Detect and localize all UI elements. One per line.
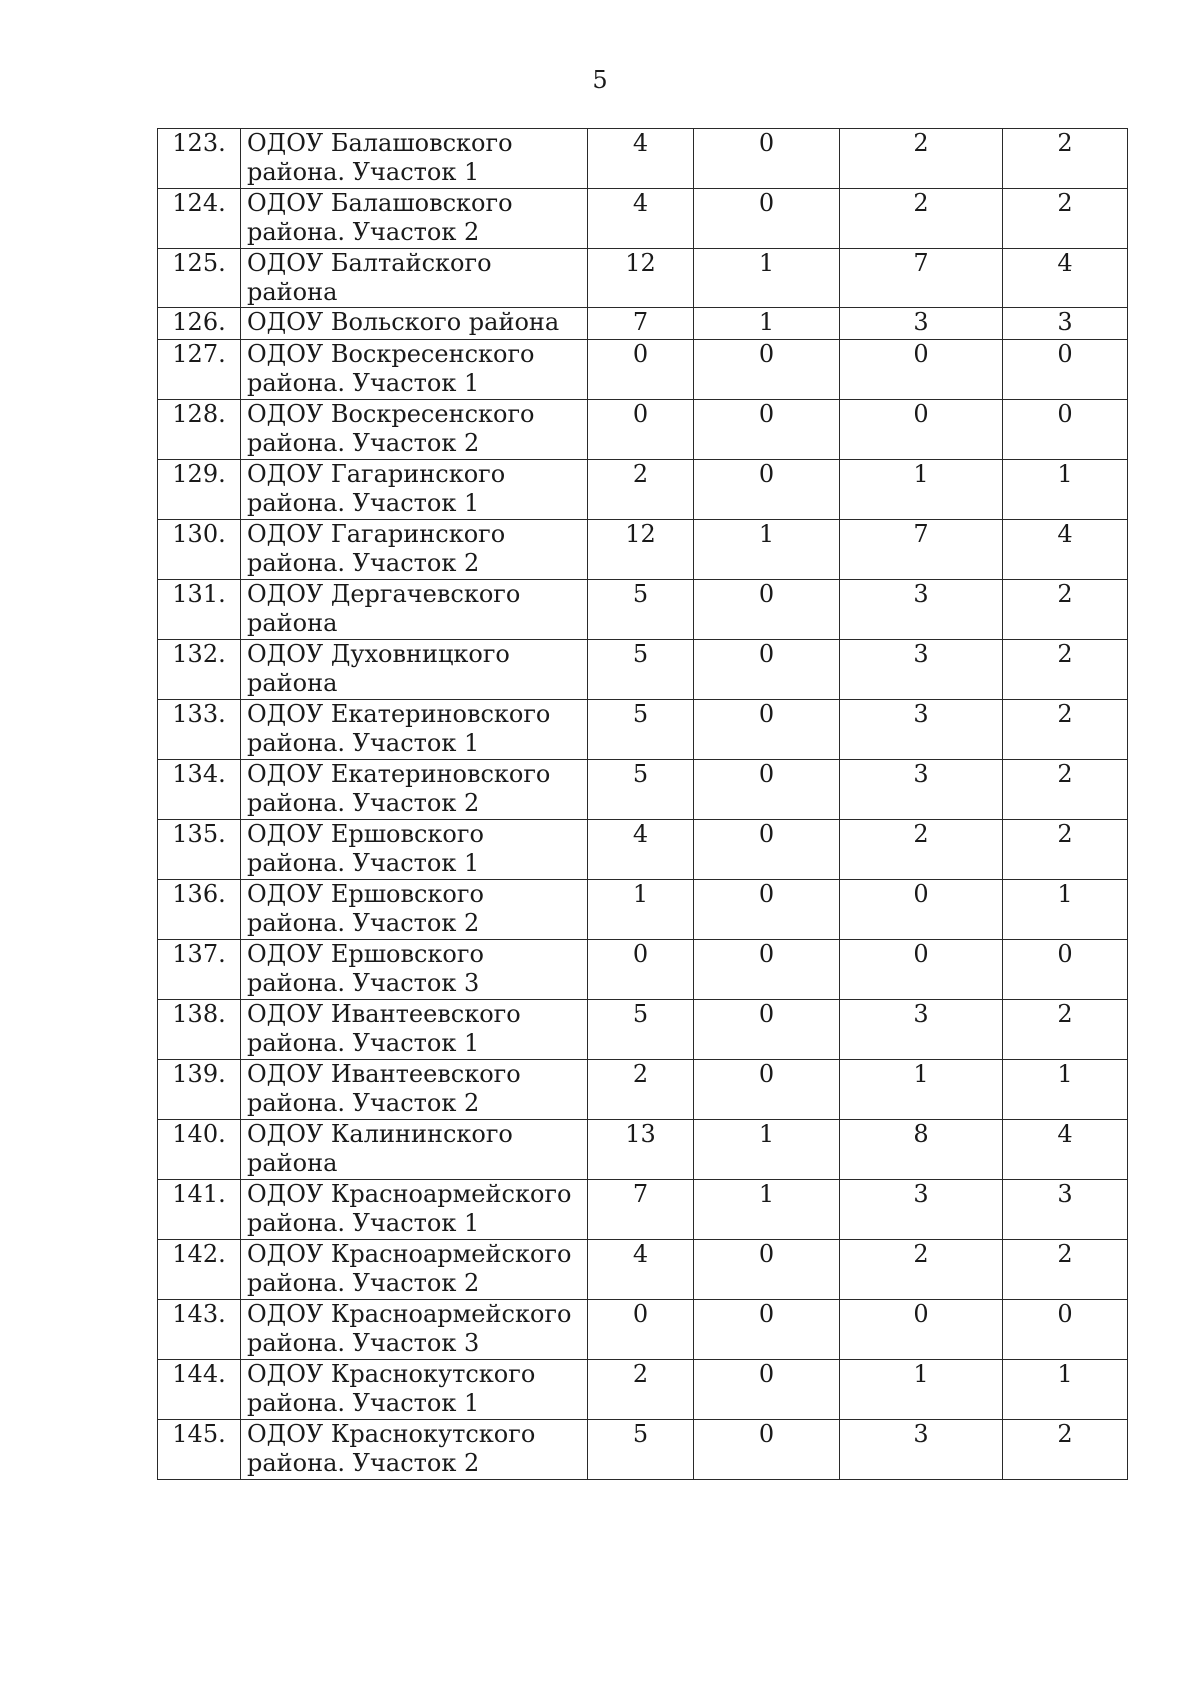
row-number: 136. (158, 880, 241, 940)
table-row (158, 1360, 1128, 1420)
row-name: ОДОУ Балашовского района. Участок 2 (241, 189, 588, 249)
row-name: ОДОУ Ивантеевского района. Участок 2 (241, 1060, 588, 1120)
row-value-3: 1 (840, 1060, 1003, 1120)
row-value-1: 0 (588, 1300, 694, 1360)
row-name: ОДОУ Ершовского района. Участок 3 (241, 940, 588, 1000)
table-row (158, 189, 1128, 249)
row-number: 126. (158, 308, 241, 340)
row-value-2: 0 (694, 1300, 840, 1360)
table-row (158, 1300, 1128, 1360)
row-name: ОДОУ Ивантеевского района. Участок 1 (241, 1000, 588, 1060)
row-value-1: 12 (588, 520, 694, 580)
row-value-3: 0 (840, 940, 1003, 1000)
table-row (158, 1060, 1128, 1120)
row-name: ОДОУ Краснокутского района. Участок 2 (241, 1420, 588, 1480)
row-value-4: 3 (1003, 1180, 1128, 1240)
row-value-3: 3 (840, 580, 1003, 640)
row-value-4: 0 (1003, 400, 1128, 460)
row-value-1: 1 (588, 880, 694, 940)
table-row (158, 1120, 1128, 1180)
row-value-3: 3 (840, 1000, 1003, 1060)
row-value-1: 5 (588, 760, 694, 820)
row-value-2: 0 (694, 129, 840, 189)
table-row (158, 940, 1128, 1000)
row-value-4: 2 (1003, 700, 1128, 760)
row-number: 128. (158, 400, 241, 460)
row-value-1: 7 (588, 1180, 694, 1240)
row-name: ОДОУ Калининского района (241, 1120, 588, 1180)
row-value-3: 8 (840, 1120, 1003, 1180)
row-value-4: 4 (1003, 520, 1128, 580)
row-value-4: 1 (1003, 1360, 1128, 1420)
row-value-2: 1 (694, 308, 840, 340)
table-row (158, 460, 1128, 520)
row-value-4: 0 (1003, 340, 1128, 400)
row-value-4: 2 (1003, 820, 1128, 880)
row-number: 140. (158, 1120, 241, 1180)
districts-table (157, 128, 1128, 1480)
row-value-4: 2 (1003, 580, 1128, 640)
row-value-3: 7 (840, 249, 1003, 308)
row-name: ОДОУ Екатериновского района. Участок 2 (241, 760, 588, 820)
row-value-4: 1 (1003, 1060, 1128, 1120)
table-row (158, 880, 1128, 940)
row-value-1: 13 (588, 1120, 694, 1180)
table-row (158, 640, 1128, 700)
row-value-1: 7 (588, 308, 694, 340)
row-value-3: 3 (840, 1420, 1003, 1480)
table-row (158, 308, 1128, 340)
row-name: ОДОУ Краснокутского района. Участок 1 (241, 1360, 588, 1420)
row-value-4: 4 (1003, 1120, 1128, 1180)
row-value-3: 3 (840, 1180, 1003, 1240)
row-number: 145. (158, 1420, 241, 1480)
row-number: 134. (158, 760, 241, 820)
row-value-2: 0 (694, 760, 840, 820)
row-value-1: 4 (588, 820, 694, 880)
row-value-2: 0 (694, 189, 840, 249)
row-value-2: 1 (694, 1180, 840, 1240)
row-value-3: 3 (840, 308, 1003, 340)
row-number: 137. (158, 940, 241, 1000)
row-number: 130. (158, 520, 241, 580)
row-name: ОДОУ Воскресенского района. Участок 1 (241, 340, 588, 400)
row-value-3: 2 (840, 820, 1003, 880)
row-name: ОДОУ Гагаринского района. Участок 1 (241, 460, 588, 520)
row-number: 132. (158, 640, 241, 700)
row-number: 123. (158, 129, 241, 189)
row-value-3: 0 (840, 340, 1003, 400)
row-value-3: 0 (840, 1300, 1003, 1360)
table-row (158, 1420, 1128, 1480)
row-value-4: 1 (1003, 880, 1128, 940)
row-value-1: 5 (588, 640, 694, 700)
table-row (158, 1240, 1128, 1300)
row-value-1: 2 (588, 1060, 694, 1120)
row-number: 143. (158, 1300, 241, 1360)
row-value-1: 5 (588, 1420, 694, 1480)
row-name: ОДОУ Балтайского района (241, 249, 588, 308)
row-value-1: 4 (588, 1240, 694, 1300)
row-value-3: 3 (840, 700, 1003, 760)
row-value-3: 7 (840, 520, 1003, 580)
row-value-2: 0 (694, 1420, 840, 1480)
row-value-2: 0 (694, 1240, 840, 1300)
row-number: 125. (158, 249, 241, 308)
row-name: ОДОУ Вольского района (241, 308, 588, 340)
row-name: ОДОУ Красноармейского района. Участок 3 (241, 1300, 588, 1360)
table-body (158, 129, 1128, 1480)
row-value-3: 0 (840, 400, 1003, 460)
row-number: 135. (158, 820, 241, 880)
row-name: ОДОУ Дергачевского района (241, 580, 588, 640)
row-value-3: 1 (840, 1360, 1003, 1420)
row-value-2: 0 (694, 940, 840, 1000)
row-value-4: 2 (1003, 760, 1128, 820)
row-value-3: 1 (840, 460, 1003, 520)
row-number: 139. (158, 1060, 241, 1120)
row-name: ОДОУ Красноармейского района. Участок 2 (241, 1240, 588, 1300)
row-value-1: 12 (588, 249, 694, 308)
row-number: 124. (158, 189, 241, 249)
row-name: ОДОУ Ершовского района. Участок 1 (241, 820, 588, 880)
row-value-4: 2 (1003, 1420, 1128, 1480)
row-value-1: 0 (588, 340, 694, 400)
row-value-1: 2 (588, 1360, 694, 1420)
table-row (158, 400, 1128, 460)
row-value-1: 5 (588, 580, 694, 640)
row-value-2: 0 (694, 400, 840, 460)
row-value-2: 0 (694, 1060, 840, 1120)
row-number: 142. (158, 1240, 241, 1300)
table-row (158, 700, 1128, 760)
table-row (158, 760, 1128, 820)
row-value-4: 2 (1003, 640, 1128, 700)
row-value-1: 4 (588, 189, 694, 249)
row-number: 131. (158, 580, 241, 640)
row-value-1: 0 (588, 940, 694, 1000)
row-value-4: 2 (1003, 129, 1128, 189)
page-number: 5 (592, 66, 608, 94)
row-value-4: 2 (1003, 189, 1128, 249)
row-value-3: 2 (840, 189, 1003, 249)
row-number: 144. (158, 1360, 241, 1420)
row-value-2: 0 (694, 700, 840, 760)
table-row (158, 520, 1128, 580)
row-number: 129. (158, 460, 241, 520)
table-row (158, 129, 1128, 189)
row-value-2: 0 (694, 460, 840, 520)
row-value-2: 0 (694, 1000, 840, 1060)
row-value-1: 2 (588, 460, 694, 520)
row-value-2: 1 (694, 1120, 840, 1180)
table-row (158, 580, 1128, 640)
row-value-2: 0 (694, 640, 840, 700)
table-row (158, 249, 1128, 308)
row-value-3: 3 (840, 760, 1003, 820)
table-row (158, 820, 1128, 880)
row-name: ОДОУ Гагаринского района. Участок 2 (241, 520, 588, 580)
row-value-4: 4 (1003, 249, 1128, 308)
row-value-1: 5 (588, 1000, 694, 1060)
row-number: 138. (158, 1000, 241, 1060)
row-value-2: 0 (694, 880, 840, 940)
row-value-4: 2 (1003, 1000, 1128, 1060)
row-value-4: 0 (1003, 940, 1128, 1000)
row-value-3: 2 (840, 129, 1003, 189)
row-value-2: 0 (694, 340, 840, 400)
row-value-2: 1 (694, 520, 840, 580)
table-row (158, 1180, 1128, 1240)
row-value-2: 0 (694, 1360, 840, 1420)
row-value-4: 2 (1003, 1240, 1128, 1300)
row-name: ОДОУ Духовницкого района (241, 640, 588, 700)
row-name: ОДОУ Екатериновского района. Участок 1 (241, 700, 588, 760)
row-name: ОДОУ Воскресенского района. Участок 2 (241, 400, 588, 460)
row-value-1: 4 (588, 129, 694, 189)
row-number: 127. (158, 340, 241, 400)
row-value-4: 3 (1003, 308, 1128, 340)
row-value-1: 5 (588, 700, 694, 760)
row-name: ОДОУ Балашовского района. Участок 1 (241, 129, 588, 189)
row-value-3: 0 (840, 880, 1003, 940)
row-value-3: 3 (840, 640, 1003, 700)
row-number: 133. (158, 700, 241, 760)
table-row (158, 340, 1128, 400)
row-value-4: 1 (1003, 460, 1128, 520)
row-value-2: 1 (694, 249, 840, 308)
row-name: ОДОУ Красноармейского района. Участок 1 (241, 1180, 588, 1240)
row-value-3: 2 (840, 1240, 1003, 1300)
row-value-2: 0 (694, 580, 840, 640)
table-row (158, 1000, 1128, 1060)
row-value-2: 0 (694, 820, 840, 880)
row-number: 141. (158, 1180, 241, 1240)
row-value-1: 0 (588, 400, 694, 460)
row-value-4: 0 (1003, 1300, 1128, 1360)
row-name: ОДОУ Ершовского района. Участок 2 (241, 880, 588, 940)
